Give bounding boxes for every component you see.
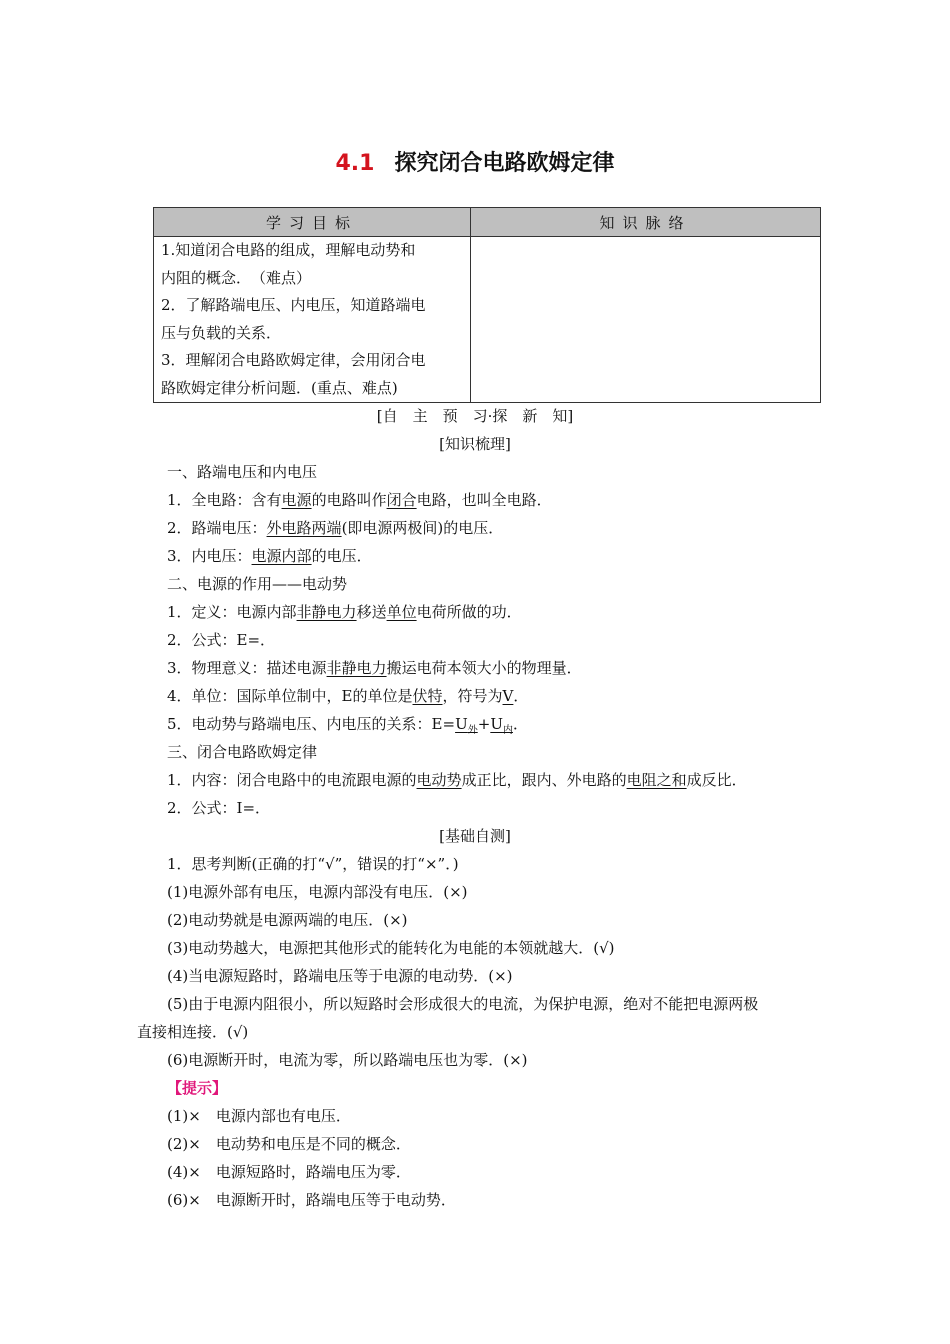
goal-line: 路欧姆定律分析问题．(重点、难点) [161,378,398,397]
header-goals: 学习目标 [154,208,471,237]
section-heading-self-test: [基础自测] [439,827,511,845]
item-formula-emf: 2．公式：E=． [167,631,276,649]
item-terminal-voltage: 2．路端电压：外电路两端(即电源两极间)的电压． [167,519,504,537]
heading-3: 三、闭合电路欧姆定律 [167,743,318,761]
item-formula-current: 2．公式：I=． [167,799,271,817]
judgement-3: (3)电动势越大，电源把其他形式的能转化为电能的本领就越大．(√) [167,939,615,957]
goal-line: 内阻的概念． （难点） [161,268,312,287]
section-heading-knowledge: [知识梳理] [439,435,511,453]
page-title [0,146,950,177]
goals-table [153,207,821,403]
goal-line: 2．了解路端电压、内电压，知道路端电 [161,296,426,314]
goal-line: 1.知道闭合电路的组成，理解电动势和 [161,241,416,259]
tip-4: (4)× 电源短路时，路端电压为零． [167,1163,411,1181]
judgement-1: (1)电源外部有电压，电源内部没有电压．(×) [167,883,468,901]
section-number: 4.1 [335,151,375,176]
tip-2: (2)× 电动势和电压是不同的概念． [167,1135,411,1153]
judgement-5-cont: 直接相连接．(√) [137,1023,249,1041]
tip-6: (6)× 电源断开时，路端电压等于电动势． [167,1191,456,1209]
heading-1: 一、路端电压和内电压 [167,463,318,481]
goal-line: 3．理解闭合电路欧姆定律，会用闭合电 [161,351,426,369]
item-relation: 5．电动势与路端电压、内电压的关系：$E=U_外+U_内$． [167,715,528,736]
judgement-2: (2)电动势就是电源两端的电压．(×) [167,911,408,929]
item-full-circuit: 1．全电路：含有电源的电路叫作闭合电路，也叫全电路． [167,491,552,509]
item-unit: 4．单位：国际单位制中，E的单位是伏特，符号为V． [167,687,529,705]
header-knowledge: 知识脉络 [471,208,821,237]
judgement-6: (6)电源断开时，电流为零，所以路端电压也为零．(×) [167,1051,528,1069]
section-heading-preview: [自 主 预 习·探 新 知] [376,407,574,425]
judgement-4: (4)当电源短路时，路端电压等于电源的电动势．(×) [167,967,513,985]
item-definition: 1．定义：电源内部非静电力移送单位电荷所做的功． [167,603,522,621]
question-1: 1．思考判断(正确的打“√”，错误的打“×”．) [167,855,459,873]
item-internal-voltage: 3．内电压：电源内部的电压． [167,547,372,565]
item-physical-meaning: 3．物理意义：描述电源非静电力搬运电荷本领大小的物理量． [167,659,582,677]
title-text: 探究闭合电路欧姆定律 [394,151,615,176]
judgement-5: (5)由于电源内阻很小，所以短路时会形成很大的电流，为保护电源，绝对不能把电源两极 [167,995,759,1013]
heading-2: 二、电源的作用——电动势 [167,575,348,593]
item-content: 1．内容：闭合电路中的电流跟电源的电动势成正比，跟内、外电路的电阻之和成反比． [167,771,747,789]
goal-line: 压与负载的关系． [161,323,282,342]
tip-1: (1)× 电源内部也有电压． [167,1107,351,1125]
goals-cell [154,237,471,403]
tip-label: 【提示】 [167,1079,228,1097]
knowledge-cell [471,237,821,403]
